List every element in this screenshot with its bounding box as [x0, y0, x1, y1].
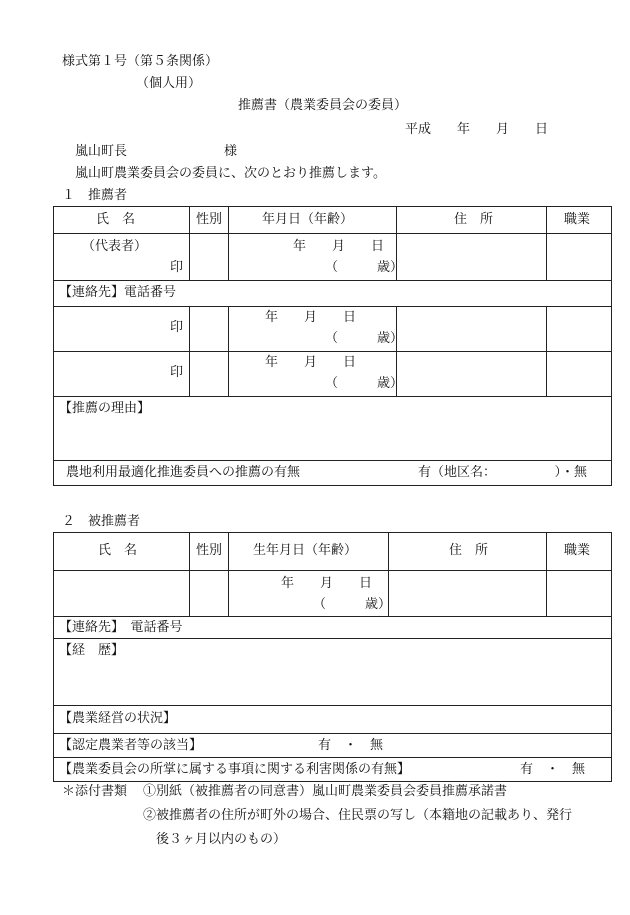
recommender-table: [53, 206, 612, 486]
career-field[interactable]: 【経 歴】: [54, 639, 612, 706]
col-header-address: 住 所: [397, 207, 547, 234]
representative-label: （代表者）: [82, 239, 148, 254]
promotion-answer: 有（地区名： ）・無: [418, 465, 588, 480]
nominee-job-input[interactable]: [547, 571, 612, 617]
col-header-birth: 年月日（年齢）: [229, 207, 397, 234]
col-header-address: 住 所: [389, 533, 547, 571]
gender-input-2[interactable]: [190, 307, 229, 352]
attachments-label: ＊添付書類: [62, 784, 128, 799]
col-header-job: 職業: [547, 533, 612, 571]
col-header-birth: 生年月日（年齢）: [229, 533, 389, 571]
seal-mark: 印: [170, 365, 184, 380]
section2-heading: ２ 被推薦者: [62, 514, 141, 529]
date-line: 平成 年 月 日: [405, 122, 549, 137]
promotion-row[interactable]: [54, 461, 612, 486]
farming-status-field[interactable]: 【農業経営の状況】: [54, 706, 612, 734]
attachment-item-2: ②被推薦者の住所が町外の場合、住民票の写し（本籍地の記載あり、発行: [143, 808, 573, 823]
interest-answer: 有 ・ 無: [520, 762, 586, 777]
gender-input-3[interactable]: [190, 352, 229, 397]
col-header-name: 氏 名: [54, 533, 190, 571]
form-type: （個人用）: [136, 76, 202, 91]
intro-text: 嵐山町農業委員会の委員に、次のとおり推薦します。: [75, 166, 386, 181]
birth-input-3[interactable]: 年 月 日 （ 歳）: [229, 352, 397, 397]
birth-input-rep[interactable]: 年 月 日 （ 歳）: [229, 234, 397, 281]
seal-mark: 印: [170, 260, 184, 275]
nominee-name-input[interactable]: [54, 571, 190, 617]
name-input-rep[interactable]: [54, 234, 190, 281]
job-input-rep[interactable]: [547, 234, 612, 281]
col-header-job: 職業: [547, 207, 612, 234]
address-input-rep[interactable]: [397, 234, 547, 281]
promotion-question: 農地利用最適化推進委員への推薦の有無: [66, 465, 301, 480]
address-input-3[interactable]: [397, 352, 547, 397]
certified-farmer-row[interactable]: [54, 734, 612, 758]
col-header-gender: 性別: [190, 207, 229, 234]
addressee: 嵐山町長: [75, 144, 128, 159]
section1-heading: １ 推薦者: [62, 188, 128, 203]
certified-answer: 有 ・ 無: [318, 738, 384, 753]
attachment-item-1: ①別紙（被推薦者の同意書）嵐山町農業委員会委員推薦承諾書: [143, 784, 508, 799]
certified-question: 【認定農業者等の該当】: [59, 738, 203, 753]
nominee-gender-input[interactable]: [190, 571, 229, 617]
nominee-contact-row[interactable]: 【連絡先】 電話番号: [54, 617, 612, 639]
honorific: 様: [224, 144, 238, 159]
col-header-gender: 性別: [190, 533, 229, 571]
attachment-item-2-cont: 後３ヶ月以内のもの）: [156, 832, 287, 847]
name-input-3[interactable]: [54, 352, 190, 397]
interest-question: 【農業委員会の所掌に属する事項に関する利害関係の有無】: [59, 762, 411, 777]
page-title: 推薦書（農業委員会の委員）: [238, 98, 408, 113]
name-input-2[interactable]: [54, 307, 190, 352]
reason-field[interactable]: 【推薦の理由】: [54, 397, 612, 461]
job-input-2[interactable]: [547, 307, 612, 352]
birth-input-2[interactable]: 年 月 日 （ 歳）: [229, 307, 397, 352]
form-number: 様式第１号（第５条関係）: [62, 54, 219, 69]
gender-input-rep[interactable]: [190, 234, 229, 281]
interest-row[interactable]: [54, 758, 612, 782]
job-input-3[interactable]: [547, 352, 612, 397]
col-header-name: 氏 名: [54, 207, 190, 234]
nominee-address-input[interactable]: [389, 571, 547, 617]
seal-mark: 印: [170, 320, 184, 335]
address-input-2[interactable]: [397, 307, 547, 352]
contact-row[interactable]: 【連絡先】電話番号: [54, 281, 612, 307]
nominee-birth-input[interactable]: 年 月 日 （ 歳）: [229, 571, 389, 617]
nominee-table: [53, 532, 612, 782]
